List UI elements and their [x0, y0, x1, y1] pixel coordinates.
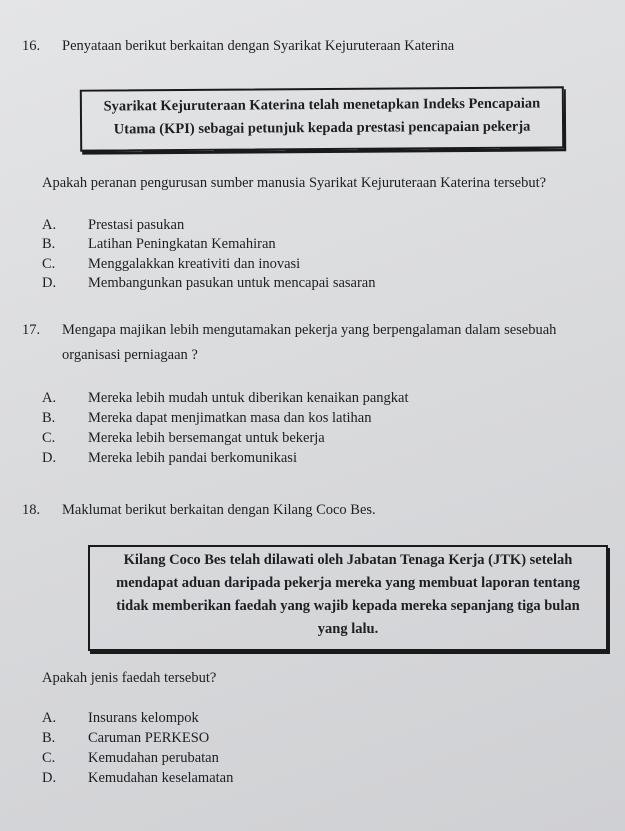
question-text: Apakah peranan pengurusan sumber manusia Syarikat Kejuruteraan Katerina tersebut?	[42, 175, 547, 191]
question-stem: Penyataan berikut berkaitan dengan Syarikat Kejuruteraan Katerina	[62, 38, 455, 54]
option-text: Caruman PERKESO	[88, 730, 210, 746]
info-box-line: tidak memberikan faedah yang wajib kepada mereka sepanjang tiga bulan	[116, 598, 580, 614]
option-text: Mereka lebih mudah untuk diberikan kenaikan pangkat	[88, 390, 409, 406]
option-text: Mereka lebih bersemangat untuk bekerja	[88, 430, 325, 446]
question-stem: Maklumat berikut berkaitan dengan Kilang Coco Bes.	[62, 502, 376, 518]
option-letter: C.	[42, 256, 56, 272]
option-text: Latihan Peningkatan Kemahiran	[88, 236, 276, 252]
option-letter: B.	[42, 730, 56, 746]
question-number: 16.	[22, 38, 41, 54]
option-text: Mereka lebih pandai berkomunikasi	[88, 450, 297, 466]
option-letter: D.	[42, 450, 57, 466]
option-letter: A.	[42, 390, 57, 406]
option-letter: A.	[42, 217, 57, 233]
option-letter: B.	[42, 410, 56, 426]
option-letter: C.	[42, 430, 56, 446]
option-letter: C.	[42, 750, 56, 766]
question-number: 17.	[22, 322, 41, 338]
option-text: Prestasi pasukan	[88, 217, 185, 233]
option-text: Kemudahan keselamatan	[88, 770, 234, 786]
option-text: Mereka dapat menjimatkan masa dan kos latihan	[88, 410, 372, 426]
info-box-line: yang lalu.	[317, 621, 379, 637]
option-text: Membangunkan pasukan untuk mencapai sasaran	[88, 275, 376, 291]
info-box-line: Syarikat Kejuruteraan Katerina telah menetapkan Indeks Pencapaian	[103, 95, 541, 115]
question-text: Apakah jenis faedah tersebut?	[42, 670, 217, 686]
option-letter: B.	[42, 236, 56, 252]
option-letter: A.	[42, 710, 57, 726]
question-stem: organisasi perniagaan ?	[62, 347, 198, 363]
info-box	[88, 545, 608, 651]
option-letter: D.	[42, 770, 57, 786]
option-text: Menggalakkan kreativiti dan inovasi	[88, 256, 301, 272]
info-box-line: mendapat aduan daripada pekerja mereka yang membuat laporan tentang	[116, 575, 580, 591]
option-text: Kemudahan perubatan	[88, 750, 219, 766]
option-letter: D.	[42, 275, 57, 291]
question-stem: Mengapa majikan lebih mengutamakan pekerja yang berpengalaman dalam sesebuah	[62, 322, 557, 338]
question-number: 18.	[22, 502, 41, 518]
info-box-line: Utama (KPI) sebagai petunjuk kepada prestasi pencapaian pekerja	[113, 118, 531, 138]
info-box	[80, 86, 564, 151]
info-box-line: Kilang Coco Bes telah dilawati oleh Jabatan Tenaga Kerja (JTK) setelah	[123, 552, 573, 568]
option-text: Insurans kelompok	[88, 710, 199, 726]
